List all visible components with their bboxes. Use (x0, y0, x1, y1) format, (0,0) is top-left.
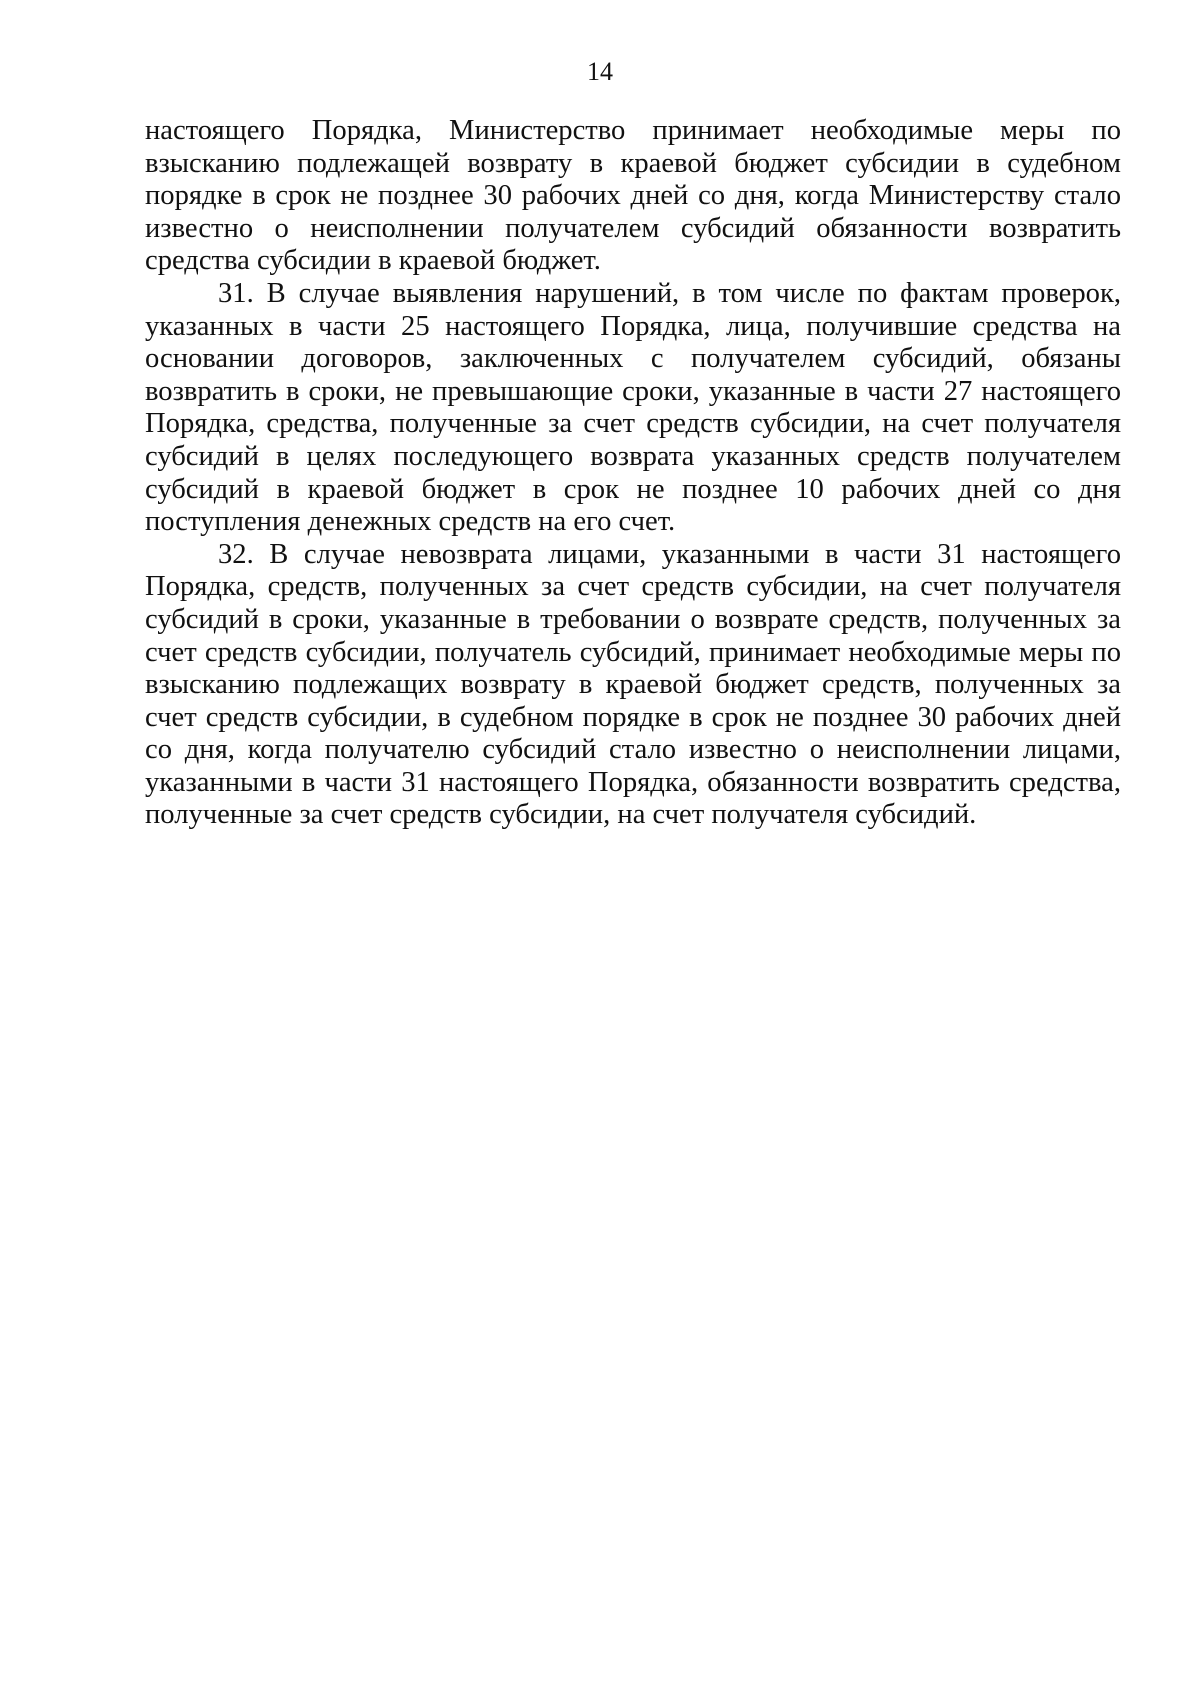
paragraph-continuation: настоящего Порядка, Министерство принимает необходимые меры по взысканию подлежащей возврату в краевой бюджет субсидии в судебном порядке в срок не позднее 30 рабочих дней со дня, когда Министерству стало известно о неисполнении получателем субсидий обязанности возвратить средства субсидии в краевой бюджет. (145, 115, 1121, 277)
paragraph-item-31: 31. В случае выявления нарушений, в том числе по фактам проверок, указанных в части 25 настоящего Порядка, лица, получившие средства на основании договоров, заключенных с получателем субсидий, обязаны возвратить в сроки, не превышающие сроки, указанные в части 27 настоящего Порядка, средства, полученные за счет средств субсидии, на счет получателя субсидий в целях последующего возврата указанных средств получателем субсидий в краевой бюджет в срок не позднее 10 рабочих дней со дня поступления денежных средств на его счет. (145, 277, 1121, 538)
paragraph-item-32: 32. В случае невозврата лицами, указанными в части 31 настоящего Порядка, средств, полученных за счет средств субсидии, на счет получателя субсидий в сроки, указанные в требовании о возврате средств, полученных за счет средств субсидии, получатель субсидий, принимает необходимые меры по взысканию подлежащих возврату в краевой бюджет средств, полученных за счет средств субсидии, в судебном порядке в срок не позднее 30 рабочих дней со дня, когда получателю субсидий стало известно о неисполнении лицами, указанными в части 31 настоящего Порядка, обязанности возвратить средства, полученные за счет средств субсидии, на счет получателя субсидий. (145, 538, 1121, 831)
document-body (145, 115, 1121, 832)
page-number: 14 (587, 57, 613, 86)
